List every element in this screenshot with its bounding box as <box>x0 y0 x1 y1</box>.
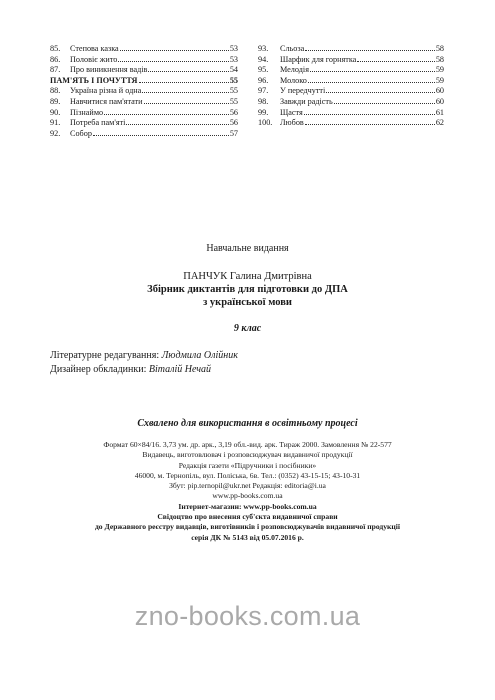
publisher-line: серія ДК № 5143 від 05.07.2016 р. <box>191 532 304 542</box>
publisher-line: Збут: pip.ternopil@ukr.net Редакція: editoria@i.ua <box>169 481 326 491</box>
toc-page-number: 55 <box>229 75 238 85</box>
publisher-line: www.pp-books.com.ua <box>212 491 283 501</box>
editor-label: Літературне редагування: <box>50 350 160 361</box>
toc-entry <box>258 97 444 108</box>
designer-credit <box>50 364 211 375</box>
toc-dot-leader <box>120 50 229 51</box>
publisher-line: Формат 60×84/16. 3,73 ум. др. арк., 3,19 обл.-вид. арк. Тираж 2000. Замовлення № 22-577 <box>103 440 392 449</box>
author-name: ПАНЧУК Галина Дмитрівна <box>183 271 312 282</box>
toc-entry-title: Про виникнення вадів <box>70 65 148 75</box>
toc-entry <box>258 55 444 66</box>
toc-entry-number: 93. <box>258 44 269 53</box>
toc-entry <box>258 86 444 97</box>
toc-entry-number: 97. <box>258 86 269 96</box>
toc-dot-leader <box>334 103 435 104</box>
toc-entry-number: 85. <box>50 44 61 53</box>
toc-left-column <box>50 44 238 139</box>
edition-type: Навчальне видання <box>206 243 289 254</box>
toc-entry-title: У передчутті <box>280 86 326 96</box>
toc-entry <box>258 65 444 76</box>
toc-page-number: 56 <box>229 118 238 128</box>
toc-entry-number: 96. <box>258 75 269 85</box>
toc-entry <box>258 76 444 87</box>
toc-dot-leader <box>305 50 435 51</box>
toc-page-number: 55 <box>229 86 238 96</box>
toc-entry-number: 86. <box>50 54 61 64</box>
publisher-line: Редакція газети «Підручники і посібники» <box>178 460 317 470</box>
toc-right-column <box>258 44 444 129</box>
toc-entry-number: 94. <box>258 54 269 64</box>
approval-note: Схвалено для використання в освітньому процесі <box>137 418 358 429</box>
toc-dot-leader <box>104 114 229 115</box>
toc-entry <box>50 44 238 55</box>
toc-entry-title: Навчитися пам'ятати <box>70 96 143 106</box>
toc-entry-number: 87. <box>50 65 61 75</box>
toc-entry-number: 95. <box>258 65 269 75</box>
toc-entry <box>258 108 444 119</box>
publisher-line: 46000, м. Тернопіль, вул. Поліська, 6в. Тел.: (0352) 43-15-15; 43-10-31 <box>134 470 361 480</box>
toc-entry-title: Щастя <box>280 107 303 117</box>
toc-entry-title: Собор <box>70 128 92 138</box>
toc-dot-leader <box>357 61 434 62</box>
toc-entry <box>50 129 238 140</box>
toc-dot-leader <box>304 114 435 115</box>
toc-page-number: 54 <box>229 65 238 75</box>
toc-entry-title: Завжди радість <box>280 96 333 106</box>
publisher-line: Видавець, виготовлювач і розповсюджувач видавничої продукції <box>142 450 353 460</box>
toc-entry <box>50 118 238 129</box>
toc-page-number: 59 <box>435 65 444 75</box>
toc-dot-leader <box>118 61 228 62</box>
publisher-line: Інтернет-магазин: www.pp-books.com.ua <box>178 501 317 511</box>
toc-page-number: 53 <box>229 44 238 53</box>
editor-name: Людмила Олійник <box>161 350 238 361</box>
toc-entry <box>50 65 238 76</box>
toc-entry-number: 91. <box>50 118 61 128</box>
toc-entry <box>258 44 444 55</box>
book-subtitle: з української мови <box>203 297 292 308</box>
toc-entry-number: 99. <box>258 107 269 117</box>
publisher-info <box>0 440 495 543</box>
toc-section-heading <box>50 76 238 87</box>
toc-page-number: 56 <box>229 107 238 117</box>
toc-dot-leader <box>142 92 229 93</box>
toc-entry <box>50 55 238 66</box>
toc-entry-number: 92. <box>50 128 61 138</box>
editor-credit <box>50 350 238 361</box>
toc-dot-leader <box>93 135 229 136</box>
toc-entry-title: Молоко <box>280 75 307 85</box>
toc-entry <box>258 118 444 129</box>
toc-page-number: 57 <box>229 128 238 138</box>
watermark: zno-books.com.ua <box>134 601 361 631</box>
toc-entry-title: Мелодія <box>280 65 309 75</box>
toc-entry <box>50 108 238 119</box>
toc-entry-number: 88. <box>50 86 61 96</box>
toc-entry-title: Пізнаймо <box>70 107 104 117</box>
toc-dot-leader <box>326 92 435 93</box>
toc-entry-title: Шарфик для горнятка <box>280 54 357 64</box>
designer-label: Дизайнер обкладинки: <box>50 364 147 375</box>
toc-page-number: 62 <box>435 118 444 128</box>
toc-section-title: ПАМ'ЯТЬ І ПОЧУТТЯ <box>50 75 138 85</box>
publisher-line: Свідоцтво про внесення суб'єкта видавничої справи <box>157 512 338 522</box>
toc-entry-number: 90. <box>50 107 61 117</box>
toc-entry <box>50 86 238 97</box>
toc-entry-title: Україна різна й одна <box>70 86 142 96</box>
toc-entry-number: 89. <box>50 96 61 106</box>
grade-label: 9 клас <box>233 323 262 334</box>
designer-name: Віталій Нечай <box>148 364 212 375</box>
book-title: Збірник диктантів для підготовки до ДПА <box>147 284 348 295</box>
toc-entry-title: Потреба пам'яті <box>70 118 126 128</box>
toc-entry <box>50 97 238 108</box>
toc-entry-number: 100. <box>258 118 273 128</box>
toc-dot-leader <box>310 71 435 72</box>
toc-entry-number: 98. <box>258 96 269 106</box>
toc-page-number: 55 <box>229 96 238 106</box>
publisher-line: до Державного реєстру видавців, виготівників і розповсюджувачів видавничої продукції <box>94 522 401 532</box>
toc-page-number: 53 <box>229 54 238 64</box>
toc-page-number: 58 <box>435 44 444 53</box>
toc-entry-title: Сльоза <box>280 44 305 53</box>
toc-dot-leader <box>144 103 229 104</box>
toc-dot-leader <box>148 71 228 72</box>
toc-entry-title: Степова казка <box>70 44 119 53</box>
toc-page-number: 59 <box>435 75 444 85</box>
toc-dot-leader <box>305 124 435 125</box>
toc-dot-leader <box>139 82 228 83</box>
toc-page-number: 58 <box>435 54 444 64</box>
toc-dot-leader <box>308 82 435 83</box>
toc-page-number: 60 <box>435 96 444 106</box>
toc-entry-title: Половіє жито <box>70 54 118 64</box>
toc-page-number: 61 <box>435 107 444 117</box>
toc-entry-title: Любов <box>280 118 304 128</box>
toc-page-number: 60 <box>435 86 444 96</box>
toc-dot-leader <box>126 124 228 125</box>
